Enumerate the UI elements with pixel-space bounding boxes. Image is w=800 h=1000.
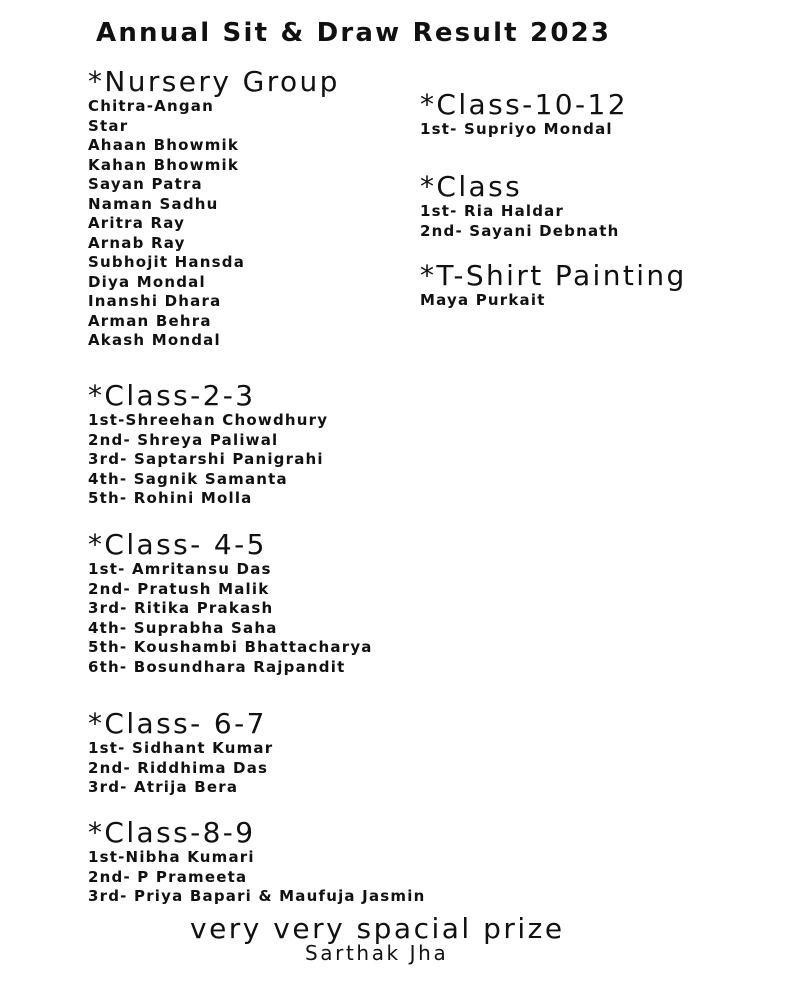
section-heading: *Class-2-3: [88, 379, 256, 412]
section-class-2-3: [88, 381, 328, 509]
result-entry: 6th- Bosundhara Rajpandit: [88, 657, 346, 676]
page-title: Annual Sit & Draw Result 2023: [96, 18, 612, 48]
section-heading: *Class: [420, 170, 523, 203]
section-heading: *T-Shirt Painting: [420, 259, 687, 292]
entry-list: [88, 97, 340, 351]
section-class-4-5: [88, 530, 373, 677]
entry-list: [88, 560, 373, 677]
result-entry: 2nd- Sayani Debnath: [420, 221, 620, 240]
result-entry: Diya Mondal: [88, 272, 206, 291]
result-entry: Ahaan Bhowmik: [88, 136, 240, 154]
result-entry: Naman Sadhu: [88, 194, 219, 213]
result-entry: 3rd- Saptarshi Panigrahi: [88, 450, 324, 468]
result-entry: 3rd- Atrija Bera: [88, 778, 239, 796]
section-heading: *Nursery Group: [88, 65, 340, 98]
result-entry: Chitra-Angan: [88, 97, 214, 115]
section-class-8-9: [88, 818, 425, 907]
result-entry: 2nd- Shreya Paliwal: [88, 430, 279, 449]
result-entry: Star: [88, 116, 129, 135]
result-entry: Maya Purkait: [420, 291, 546, 309]
result-entry: Aritra Ray: [88, 214, 186, 232]
result-entry: 1st- Amritansu Das: [88, 560, 272, 578]
result-entry: 3rd- Ritika Prakash: [88, 599, 274, 617]
section-heading: *Class-10-12: [420, 88, 628, 121]
result-entry: 4th- Suprabha Saha: [88, 618, 278, 637]
result-entry: 4th- Sagnik Samanta: [88, 469, 288, 488]
entry-list: [420, 120, 628, 140]
result-entry: 5th- Rohini Molla: [88, 489, 253, 507]
result-entry: 2nd- Riddhima Das: [88, 758, 269, 777]
entry-list: [420, 291, 687, 311]
entry-list: [88, 848, 425, 907]
result-entry: 1st- Supriyo Mondal: [420, 120, 613, 138]
result-entry: 1st- Ria Haldar: [420, 202, 565, 220]
entry-list: [420, 202, 620, 241]
section-class: [420, 172, 620, 241]
result-entry: Kahan Bhowmik: [88, 155, 240, 174]
result-entry: 1st-Shreehan Chowdhury: [88, 411, 329, 429]
result-entry: Arman Behra: [88, 311, 212, 330]
section-nursery-group: [88, 67, 340, 351]
result-entry: Arnab Ray: [88, 233, 186, 252]
entry-list: [88, 739, 273, 798]
result-entry: 1st- Sidhant Kumar: [88, 739, 274, 757]
section-tshirt-painting: [420, 261, 687, 311]
result-entry: 5th- Koushambi Bhattacharya: [88, 638, 373, 656]
special-prize-label: very very spacial prize: [190, 912, 565, 945]
result-entry: Inanshi Dhara: [88, 292, 222, 310]
result-entry: Akash Mondal: [88, 331, 221, 349]
section-class-10-12: [420, 90, 628, 140]
result-entry: Sayan Patra: [88, 175, 203, 193]
entry-list: [88, 411, 328, 509]
result-entry: 1st-Nibha Kumari: [88, 848, 255, 866]
result-entry: 2nd- Pratush Malik: [88, 579, 270, 598]
section-heading: *Class- 6-7: [88, 707, 267, 740]
section-class-6-7: [88, 709, 273, 798]
section-heading: *Class-8-9: [88, 816, 256, 849]
result-entry: Subhojit Hansda: [88, 253, 246, 271]
section-heading: *Class- 4-5: [88, 528, 267, 561]
result-entry: 3rd- Priya Bapari & Maufuja Jasmin: [88, 887, 426, 905]
special-prize-winner: Sarthak Jha: [305, 941, 449, 965]
result-entry: 2nd- P Prameeta: [88, 867, 248, 886]
